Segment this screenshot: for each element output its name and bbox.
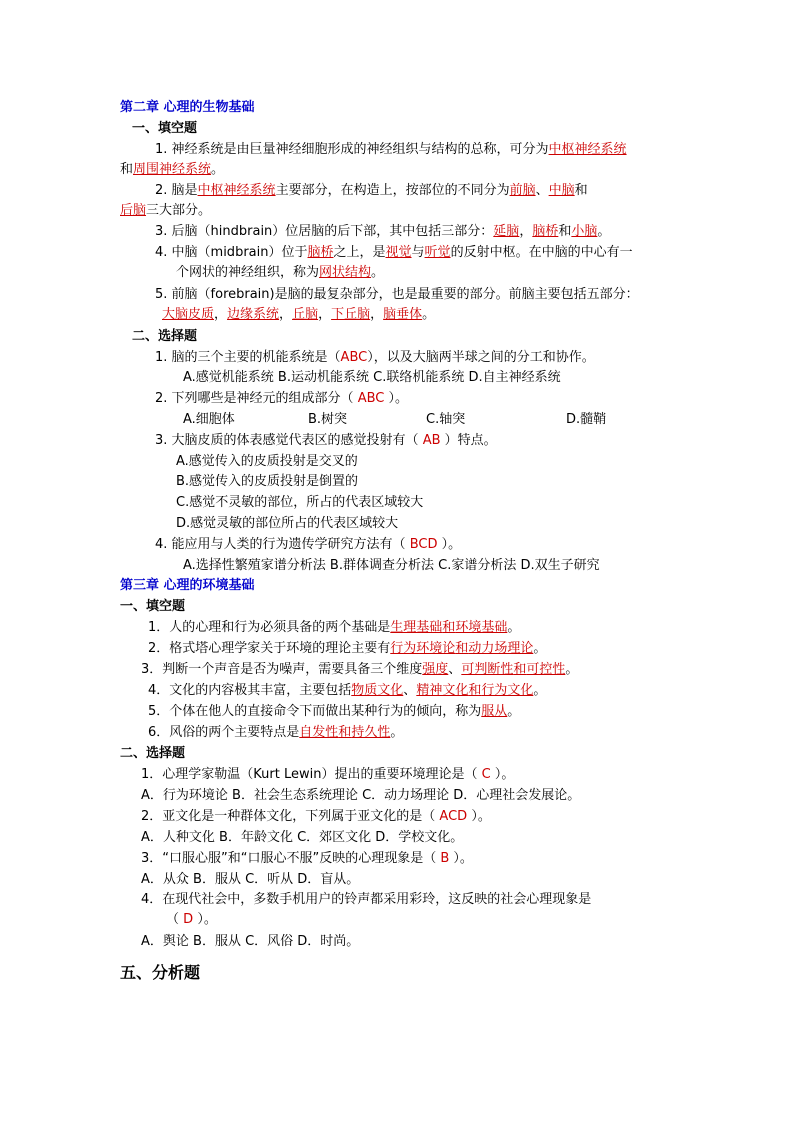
answer: 强度 [422, 662, 449, 677]
answer: 持久性 [351, 725, 391, 740]
section-5-heading: 五、分析题 [120, 963, 201, 982]
answer: 视觉 [385, 245, 412, 260]
ch3-q4: 4．文化的内容极其丰富，主要包括物质文化、精神文化和行为文化。 [148, 683, 547, 698]
ch3-c2-options: A．人种文化 B．年龄文化 C．郊区文化 D．学校文化。 [141, 830, 464, 845]
ch3-c4-line2: （ D ）。 [166, 912, 217, 927]
ch2-c1-options: A.感觉机能系统 B.运动机能系统 C.联络机能系统 D.自主神经系统 [183, 370, 561, 385]
ch2-c3-option-b: B.感觉传入的皮质投射是倒置的 [176, 474, 359, 489]
ch2-q2-line1: 2. 脑是中枢神经系统主要部分，在构造上，按部位的不同分为前脑、中脑和 [155, 183, 588, 198]
ch2-c3-option-d: D.感觉灵敏的部位所占的代表区域较大 [176, 516, 399, 531]
answer: 丘脑 [292, 307, 319, 322]
ch3-c1: 1．心理学家勒温（Kurt Lewin）提出的重要环境理论是（ C ）。 [141, 767, 515, 782]
chapter-2-title: 第二章 心理的生物基础 [120, 100, 255, 115]
ch2-c2-option-a: A.细胞体 [183, 412, 235, 427]
ch2-c3: 3. 大脑皮质的体表感觉代表区的感觉投射有（ AB ）特点。 [155, 433, 497, 448]
ch2-q1-line1: 1. 神经系统是由巨量神经细胞形成的神经组织与结构的总称，可分为中枢神经系统 [155, 142, 627, 157]
answer: 脑桥 [307, 245, 334, 260]
answer: ABC [357, 391, 385, 406]
answer: D [183, 912, 194, 927]
answer: 行为文化 [481, 683, 534, 698]
ch3-c3-options: A．从众 B．服从 C．听从 D．盲从。 [141, 872, 360, 887]
ch2-c3-option-a: A.感觉传入的皮质投射是交叉的 [176, 454, 358, 469]
ch3-c1-options: A．行为环境论 B．社会生态系统理论 C．动力场理论 D．心理社会发展论。 [141, 788, 581, 803]
answer: 中枢神经系统 [197, 183, 276, 198]
answer: 后脑 [120, 203, 147, 218]
ch3-c2: 2．亚文化是一种群体文化，下列属于亚文化的是（ ACD ）。 [141, 809, 491, 824]
answer: BCD [409, 537, 438, 552]
answer: 中脑 [548, 183, 575, 198]
ch2-fill-heading: 一、填空题 [132, 121, 198, 136]
answer: 中枢神经系统 [548, 142, 627, 157]
answer: 可控性 [526, 662, 566, 677]
ch2-q3: 3. 后脑（hindbrain）位居脑的后下部，其中包括三部分：延脑，脑桥和小脑。 [155, 224, 611, 239]
answer: 听觉 [424, 245, 451, 260]
answer: 周围神经系统 [133, 162, 212, 177]
answer: 行为环境论 [390, 641, 456, 656]
answer: 动力场理论 [468, 641, 534, 656]
answer: 边缘系统 [227, 307, 280, 322]
answer: AB [422, 433, 441, 448]
answer: 延脑 [493, 224, 520, 239]
answer: 物质文化 [351, 683, 404, 698]
answer: 脑桥 [532, 224, 559, 239]
answer: 小脑 [571, 224, 598, 239]
answer: 下丘脑 [331, 307, 371, 322]
answer: 脑垂体 [383, 307, 423, 322]
ch2-c4-options: A.选择性繁殖家谱分析法 B.群体调查分析法 C.家谱分析法 D.双生子研究 [183, 558, 600, 573]
ch2-c2-option-b: B.树突 [308, 412, 348, 427]
answer: 可判断性 [461, 662, 514, 677]
answer: C [481, 767, 491, 782]
ch2-q5-line2: 大脑皮质，边缘系统，丘脑，下丘脑，脑垂体。 [162, 307, 436, 322]
ch3-c4-line1: 4．在现代社会中，多数手机用户的铃声都采用彩玲，这反映的社会心理现象是 [141, 892, 592, 907]
answer: 网状结构 [319, 265, 372, 280]
answer: B [440, 851, 450, 866]
ch3-fill-heading: 一、填空题 [120, 599, 186, 614]
chapter-3-title: 第三章 心理的环境基础 [120, 578, 255, 593]
ch3-q2: 2．格式塔心理学家关于环境的理论主要有行为环境论和动力场理论。 [148, 641, 547, 656]
ch2-c2: 2. 下列哪些是神经元的组成部分（ ABC ）。 [155, 391, 409, 406]
ch2-c3-option-c: C.感觉不灵敏的部位，所占的代表区域较大 [176, 495, 424, 510]
ch2-q1-line2: 和周围神经系统。 [120, 162, 225, 177]
ch3-c3: 3．“口服心服”和“口服心不服”反映的心理现象是（ B ）。 [141, 851, 473, 866]
answer: 生理基础 [390, 620, 443, 635]
ch3-q5: 5．个体在他人的直接命令下而做出某种行为的倾向，称为服从。 [148, 704, 521, 719]
ch2-q4-line2: 个网状的神经组织，称为网状结构。 [176, 265, 385, 280]
ch2-c2-option-c: C.轴突 [426, 412, 466, 427]
answer: 精神文化 [416, 683, 469, 698]
answer: 自发性 [299, 725, 339, 740]
ch2-choice-heading: 二、选择题 [132, 329, 198, 344]
ch3-q1: 1．人的心理和行为必须具备的两个基础是生理基础和环境基础。 [148, 620, 521, 635]
ch2-c2-option-d: D.髓鞘 [566, 412, 607, 427]
ch2-q5-line1: 5. 前脑（forebrain)是脑的最复杂部分，也是最重要的部分。前脑主要包括五部分： [155, 287, 639, 302]
answer: 前脑 [509, 183, 536, 198]
ch3-q3: 3．判断一个声音是否为噪声，需要具备三个维度强度、可判断性和可控性。 [141, 662, 579, 677]
ch2-c1: 1. 脑的三个主要的机能系统是（ABC），以及大脑两半球之间的分工和协作。 [155, 350, 595, 365]
answer: 服从 [481, 704, 508, 719]
ch2-q2-line2: 后脑三大部分。 [120, 203, 212, 218]
ch2-q4-line1: 4. 中脑（midbrain）位于脑桥之上，是视觉与听觉的反射中枢。在中脑的中心有一 [155, 245, 633, 260]
answer: 环境基础 [455, 620, 508, 635]
ch3-c4-options: A．舆论 B．服从 C．风俗 D．时尚。 [141, 934, 360, 949]
ch2-c4: 4. 能应用与人类的行为遗传学研究方法有（ BCD ）。 [155, 537, 462, 552]
answer: ABC [340, 350, 368, 365]
ch3-q6: 6．风俗的两个主要特点是自发性和持久性。 [148, 725, 404, 740]
answer: 大脑皮质 [162, 307, 215, 322]
ch3-choice-heading: 二、选择题 [120, 746, 186, 761]
answer: ACD [439, 809, 468, 824]
